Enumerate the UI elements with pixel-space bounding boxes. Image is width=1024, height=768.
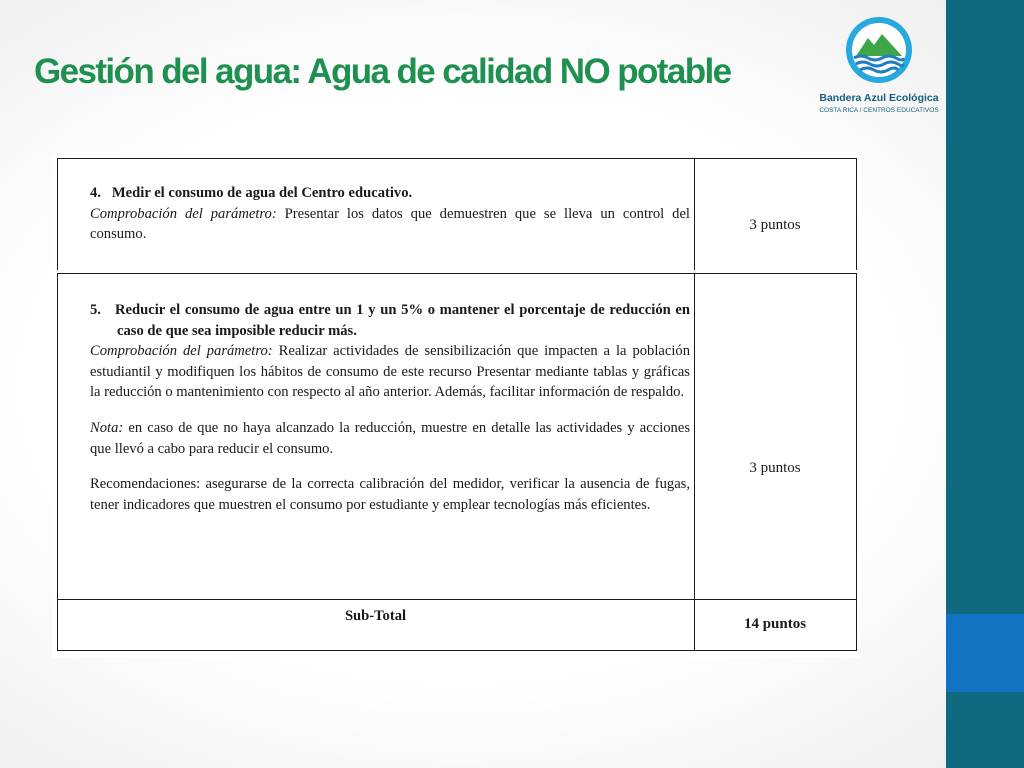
logo-name: Bandera Azul Ecológica [819, 92, 939, 104]
subtotal-label: Sub-Total [344, 608, 407, 624]
criterion-points: 3 puntos [749, 217, 801, 233]
recommendations-text: : asegurarse de la correcta calibración del medidor, verificar la ausencia de fugas, tener indicadores que muestren el consumo por estudiante y emplear tecnologías más eficientes. [90, 476, 690, 513]
table-border [57, 650, 857, 651]
slide-title: Gestión del agua: Agua de calidad NO potable [34, 52, 731, 91]
verification-label: Comprobación del parámetro: [90, 343, 273, 360]
criterion-points: 3 puntos [749, 460, 801, 476]
criterion-number: 5. [90, 302, 101, 318]
table-border [57, 273, 58, 651]
criterion-heading: Reducir el consumo de agua entre un 1 y un 5% o mantener el porcentaje de reducción en caso de que sea imposible reducir más. [114, 302, 690, 339]
table-border [57, 273, 857, 274]
criterion-number: 4. [90, 185, 101, 201]
table-border [856, 273, 857, 651]
criterion-heading: Medir el consumo de agua del Centro educativo. [111, 185, 413, 201]
table-border [57, 599, 857, 600]
table-border [694, 158, 695, 270]
criteria-table [52, 155, 860, 658]
table-row [90, 300, 690, 515]
verification-label: Comprobación del parámetro: [90, 205, 277, 222]
verification-text: Realizar actividades de sensibilización que impacten a la población estudiantil y modifiquen los hábitos de consumo de este recurso Presentar mediante tablas y gráficas la reducción o mantenimiento con respecto al año anterior. Además, facilitar información de respaldo. [90, 343, 690, 401]
table-border [57, 158, 58, 270]
verification-text: Presentar los datos que demuestren que se lleva un control del consumo. [90, 205, 690, 243]
table-border [57, 158, 857, 159]
recommendations-label: Recomendaciones [90, 476, 197, 493]
bandera-azul-emblem-icon [818, 8, 940, 92]
subtotal-points: 14 puntos [743, 616, 807, 632]
table-row [90, 183, 690, 245]
note-label: Nota: [90, 419, 124, 436]
logo-subtitle: COSTA RICA / CENTROS EDUCATIVOS [819, 107, 939, 114]
right-sidebar-accent [946, 614, 1024, 692]
note-text: en caso de que no haya alcanzado la reducción, muestre en detalle las actividades y acciones que llevó a cabo para reducir el consumo. [90, 419, 690, 457]
table-border [856, 158, 857, 270]
bandera-azul-logo [818, 8, 940, 124]
